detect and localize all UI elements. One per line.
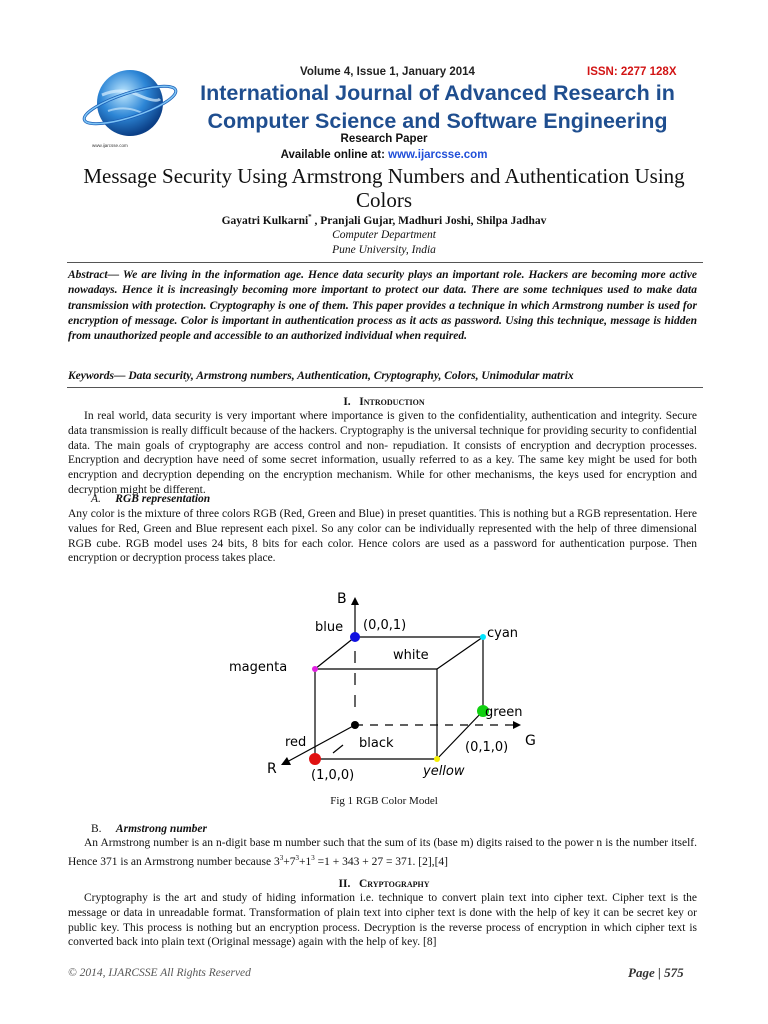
- available-label: Available online at:: [280, 149, 389, 161]
- journal-title: [180, 79, 695, 135]
- rgb-cube-figure: [225, 585, 555, 785]
- paper-title: Message Security Using Armstrong Numbers and Authentication Using Colors: [83, 164, 685, 212]
- subsection-heading-armstrong: [91, 823, 207, 835]
- edge-blue-magenta: [315, 637, 355, 669]
- label-red: red: [285, 735, 307, 750]
- subsection-title: Armstrong number: [115, 823, 207, 835]
- author-first: Gayatri Kulkarni: [221, 214, 309, 227]
- section-title: Introduction: [359, 396, 425, 408]
- edge-cyan-white: [437, 637, 483, 669]
- volume-info: Volume 4, Issue 1, January 2014: [300, 66, 475, 78]
- university: Pune University, India: [332, 244, 436, 256]
- vertex-magenta: [312, 666, 318, 672]
- cryptography-paragraph: Cryptography is the art and study of hiding information i.e. technique to convert plain text into cipher text. Cipher text is the message or data in unreadable format. Transformation of plain text into cipher text is done with the help of key it can be secret key or public key. This process is nothing but an encryption process. Decryption is the reverse process of encryption in which cipher text is converted back into plain text (Original message) again with the help of key. [8]: [68, 892, 697, 949]
- journal-title-line1: International Journal of Advanced Research in: [200, 81, 675, 105]
- divider-top: [67, 262, 703, 263]
- paper-type: Research Paper: [340, 133, 428, 145]
- logo-caption: www.ijarcsse.com: [92, 143, 128, 148]
- authors: [0, 213, 768, 227]
- section-title: Cryptography: [358, 878, 430, 890]
- black-pointer: [333, 745, 343, 753]
- issn: ISSN: 2277 128X: [587, 66, 677, 78]
- figure-caption: Fig 1 RGB Color Model: [330, 795, 438, 807]
- keywords: Keywords— Data security, Armstrong numbers, Authentication, Cryptography, Colors, Unimodular matrix: [68, 370, 574, 382]
- page-number: Page | 575: [628, 965, 684, 980]
- subsection-label: A.: [91, 493, 101, 505]
- available-online: [0, 149, 768, 161]
- label-blue: blue: [315, 620, 344, 635]
- label-axis-g: G: [525, 733, 536, 749]
- label-black: black: [359, 736, 394, 751]
- armstrong-sup-3: 3: [311, 853, 315, 862]
- armstrong-sup-1: 3: [279, 853, 284, 862]
- journal-title-line2: Computer Science and Software Engineering: [207, 109, 668, 133]
- section-number: II.: [338, 878, 351, 890]
- label-red-coord: (1,0,0): [311, 768, 355, 783]
- label-white: white: [393, 648, 429, 663]
- armstrong-sup-2: 3: [295, 853, 299, 862]
- journal-url-link[interactable]: www.ijarcsse.com: [388, 149, 488, 161]
- label-green: green: [485, 705, 523, 720]
- vertex-yellow: [434, 756, 440, 762]
- intro-paragraph: In real world, data security is very important where importance is given to the confidentiality, authentication and integrity. Secure data transmission is really difficult because of the hackers. Cryptography is the universal technique for providing security to confidential data. The main goals of cryptography are access control and non- repudiation. It consists of encryption and decryption processes. Encryption and decryption have need of some secret information, usually referred to as a key. The same key might be used for both encryption and decryption depending on the encryption mechanism. While for other mechanisms, the keys used for encryption and decryption might be different.: [68, 410, 697, 496]
- abstract: Abstract— We are living in the information age. Hence data security plays an important role. Hackers are becoming more active nowadays. Hence it is increasingly becoming more important to protect our data. There are some techniques used to make data transmission with protection. Cryptography is one of them. This paper provides a technique in which Armstrong number is used for encryption of message. Color is important in authentication process as it acts as password. Using this technique, message is hidden from unauthorized people and accessible to an authorized individual when required.: [68, 269, 697, 343]
- axis-g-arrow: [513, 721, 521, 729]
- vertex-cyan: [480, 634, 486, 640]
- department: Computer Department: [332, 229, 436, 241]
- label-green-coord: (0,1,0): [465, 740, 509, 755]
- armstrong-plus-1: +7: [283, 855, 296, 868]
- label-cyan: cyan: [487, 626, 519, 641]
- divider-bottom: [67, 387, 703, 388]
- armstrong-text-2: =1 + 343 + 27 = 371. [2],[4]: [314, 855, 448, 868]
- label-axis-r: R: [267, 761, 277, 777]
- vertex-blue: [350, 632, 360, 642]
- label-blue-coord: (0,0,1): [363, 618, 407, 633]
- authors-rest: , Pranjali Gujar, Madhuri Joshi, Shilpa Jadhav: [311, 214, 547, 227]
- label-axis-b: B: [337, 591, 347, 607]
- vertex-red: [309, 753, 321, 765]
- axis-b-arrow: [351, 597, 359, 605]
- armstrong-plus-2: +1: [298, 855, 312, 868]
- rgb-paragraph: Any color is the mixture of three colors RGB (Red, Green and Blue) in preset quantities. This is nothing but a RGB representation. Here values for Red, Green and Blue represent each pixel. So any color can be individually represented with the help of three dimensional RGB cube. RGB model uses 24 bits, 8 bits for each color. Hence colors are used as a password for authentication purpose. Then encryption or decryption process takes place.: [68, 508, 697, 565]
- subsection-title: RGB representation: [115, 493, 211, 505]
- section-number: I.: [343, 396, 351, 408]
- armstrong-text-1: An Armstrong number is an n-digit base m number such that the sum of its (base m) digits raised to the power n is the number itself. Hence 371 is an Armstrong number because 3: [68, 837, 697, 868]
- subsection-label: B.: [91, 823, 102, 835]
- section-heading-cryptography: [0, 878, 768, 890]
- label-magenta: magenta: [229, 660, 288, 675]
- vertex-black: [351, 721, 359, 729]
- section-heading-introduction: [0, 396, 768, 408]
- author-mark: *: [308, 213, 312, 221]
- label-yellow: yellow: [423, 764, 465, 779]
- copyright: © 2014, IJARCSSE All Rights Reserved: [68, 967, 251, 979]
- armstrong-paragraph: [68, 836, 697, 869]
- subsection-heading-rgb: [91, 493, 210, 505]
